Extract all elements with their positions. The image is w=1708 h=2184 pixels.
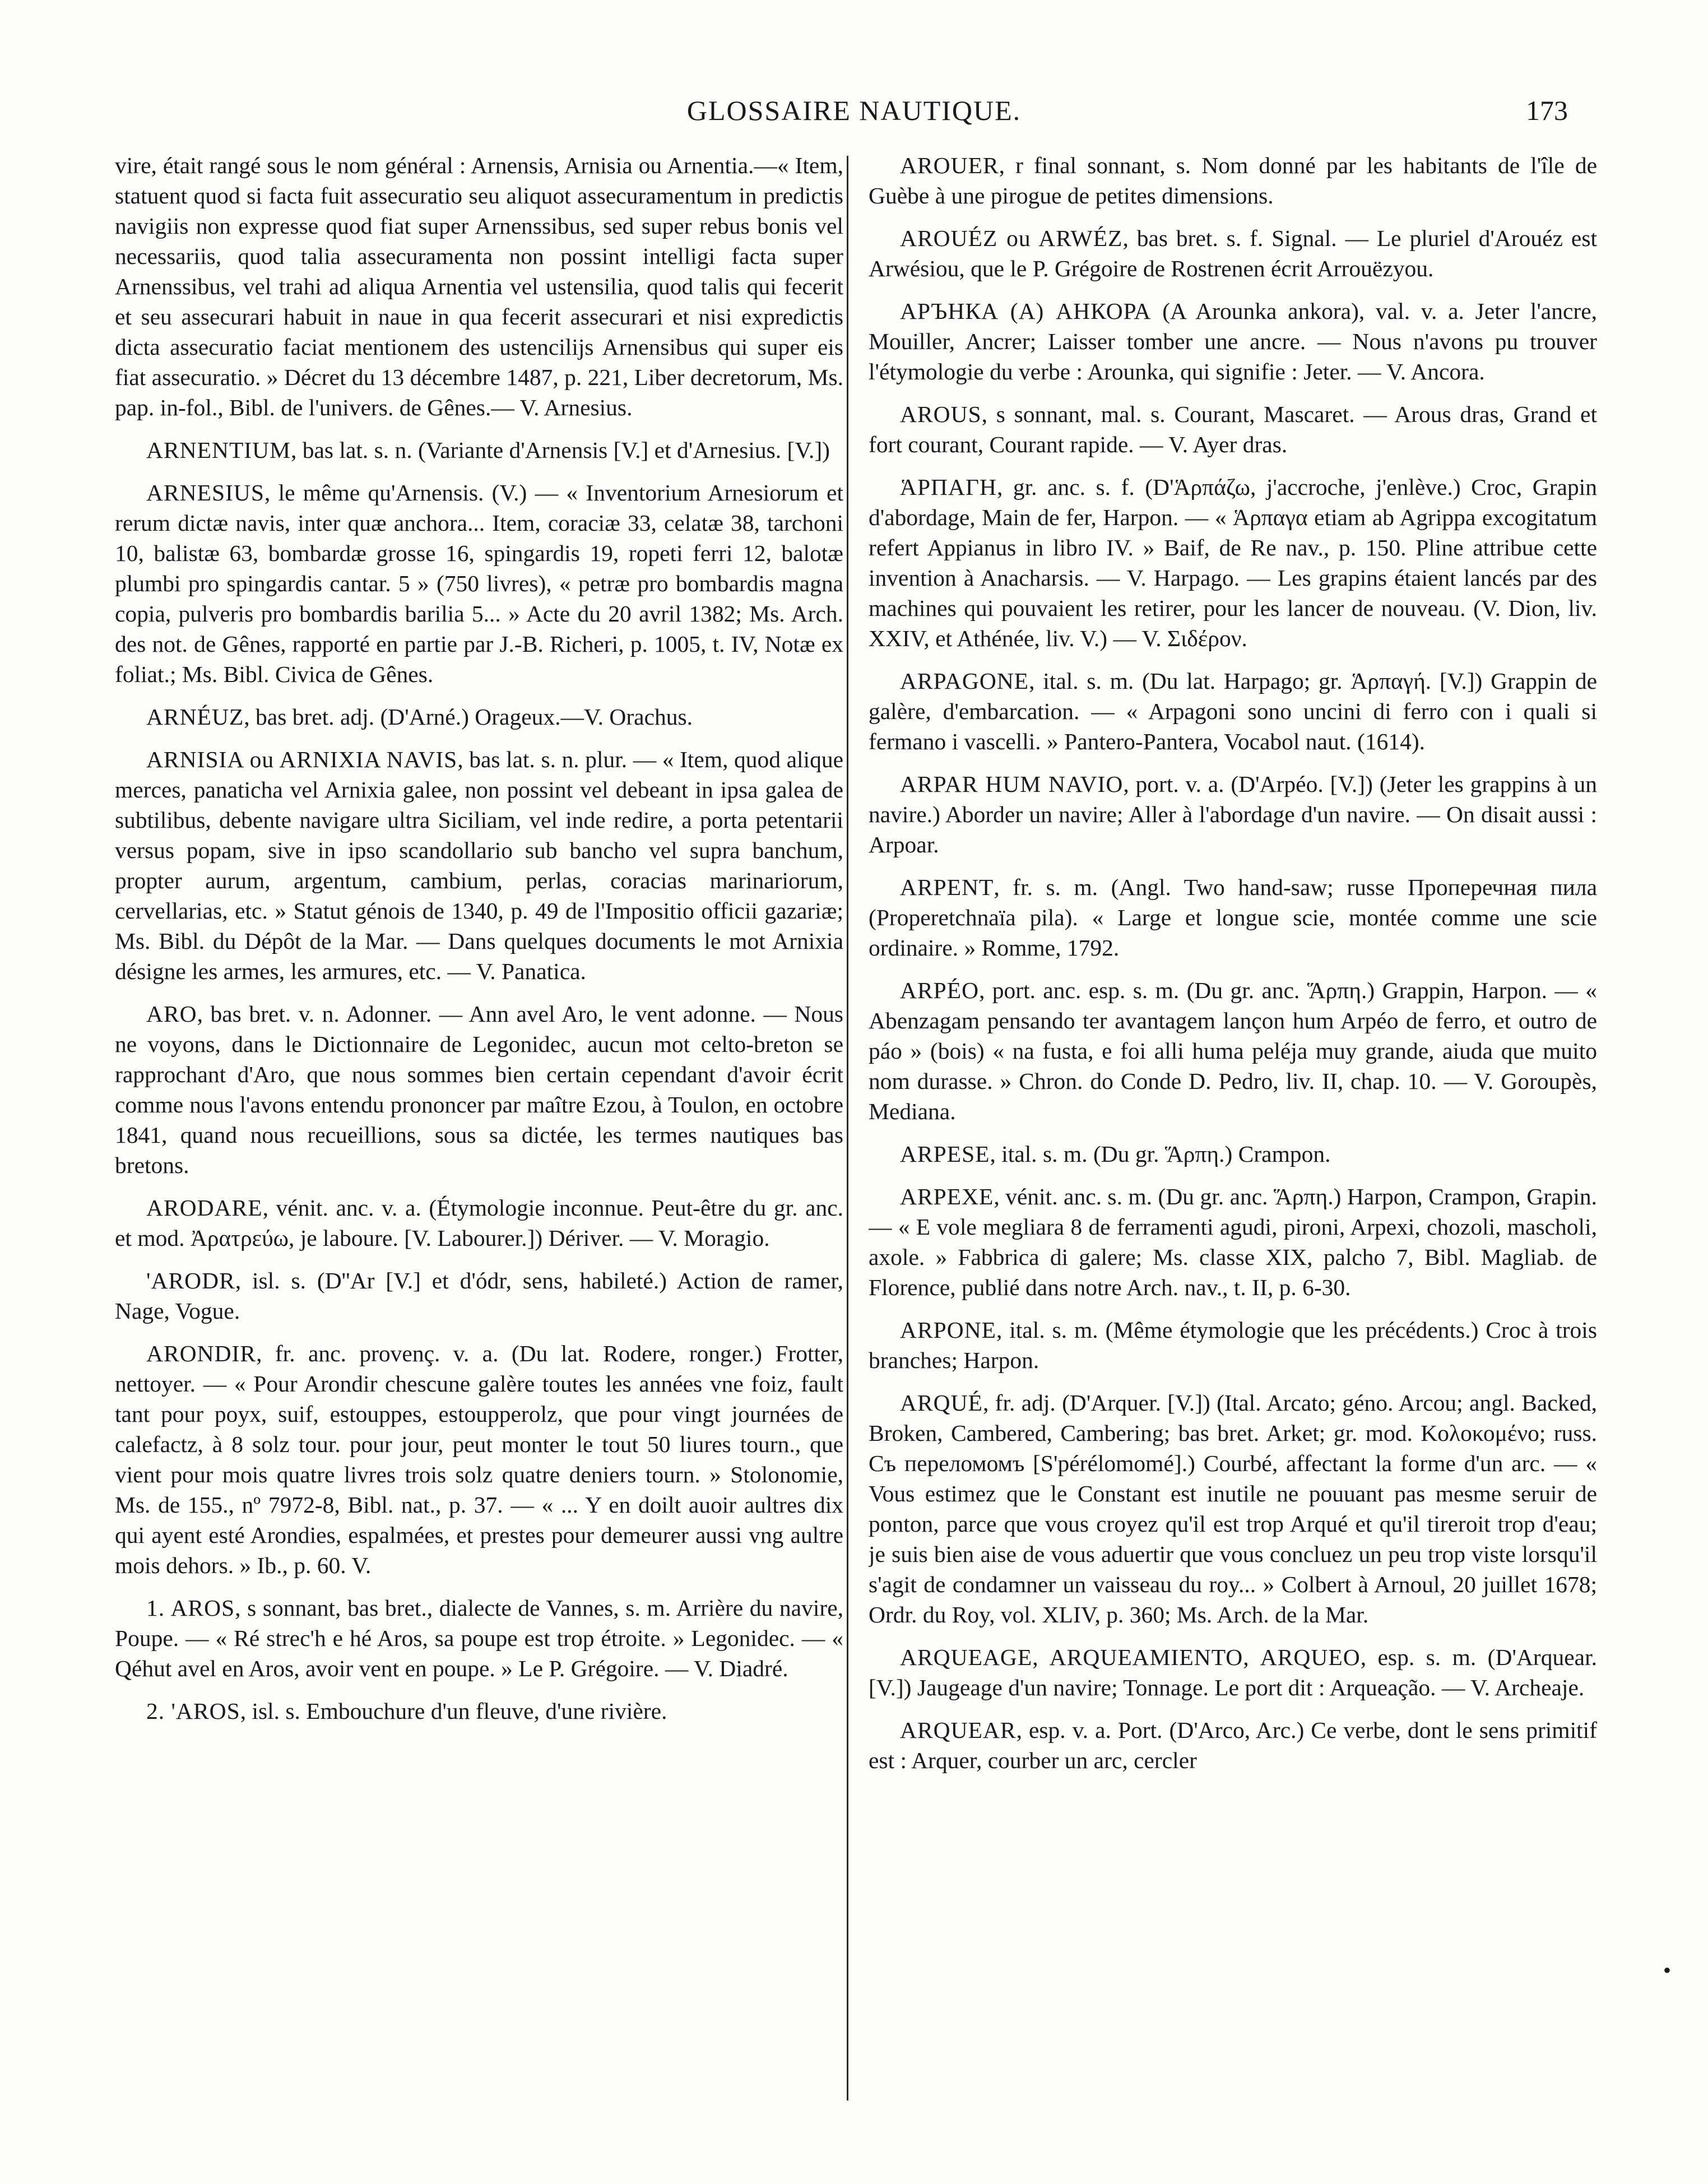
entry-text: , fr. adj. (D'Arquer. [V.]) (Ital. Arcato; géno. Arcou; angl. Backed, Broken, Cambered, Cambering; bas bret. Arket; gr. mod. Κολοκομένο; russ. Съ переломомъ [S'pérélomomé].) Courbé, affectant la forme d'un arc. — « Vous estimez que le Constant est inutile ne pouuant pas mesme seruir de ponton, parce que vous croyez qu'il est trop Arqué et qu'il tireroit trop d'eau; je suis bien aise de vous aduertir que vous concluez un peu trop viste lorsqu'il s'agit de condamner un vaisseau du roy... » Colbert à Arnoul, 20 juillet 1678; Ordr. du Roy, vol. XLIV, p. 360; Ms. Arch. de la Mar. [869,1390,1597,1627]
entry [869,1388,1597,1630]
entry [869,399,1597,460]
entry-text: , ital. s. m. (Du lat. Harpago; gr. Ἁρπαγή. [V.]) Grappin de galère, d'embarcation. — « Arpagoni sono uncini di ferro con i quali si fermano i vascelli. » Pantero-Pantera, Vocabol naut. (1614). [869,668,1597,754]
headword: ARNÉUZ [146,704,244,730]
headword: ARQUEAR [900,1717,1017,1743]
entry [869,223,1597,284]
running-head: GLOSSAIRE NAUTIQUE. [686,95,1022,126]
entry [115,150,843,423]
entry-text: , bas bret. adj. (D'Arné.) Orageux.—V. Orachus. [244,704,693,730]
entry-text: , esp. s. m. (D'Arquear. [V.]) Jaugeage d'un navire; Tonnage. Le port dit : Arqueação. — V. Archeaje. [869,1644,1597,1700]
left-column [115,150,843,2123]
headword: ARQUÉ [900,1390,983,1416]
headword: ἉΡΠΑΓΗ [900,474,997,500]
entry-text: , s sonnant, bas bret., dialecte de Vannes, s. m. Arrière du navire, Poupe. — « Ré strec'h e hé Aros, sa poupe est trop étroite. » Legonidec. — « Qéhut avel en Aros, avoir vent en poupe. » Le P. Grégoire. — V. Diadré. [115,1595,843,1681]
headword: ARPONE [900,1317,997,1343]
entry [115,702,843,732]
headword: 1. AROS [146,1595,235,1621]
entry [869,872,1597,963]
entry-text: , bas lat. s. n. (Variante d'Arnensis [V.] et d'Arnesius. [V.]) [290,437,830,463]
entry [115,999,843,1180]
entry [869,1715,1597,1775]
entry [115,1265,843,1326]
headword: ARPEXE [900,1184,994,1209]
headword: ARPAR HUM NAVIO [900,771,1124,797]
headword: 'ARODR [146,1268,235,1293]
entry [869,1315,1597,1375]
headword: ARQUEAGE, ARQUEAMIENTO, ARQUEO [900,1644,1361,1670]
headword: ARPÉO [900,977,980,1003]
entry [869,1642,1597,1703]
headword: ARO [146,1001,197,1027]
entry-text: , port. anc. esp. s. m. (Du gr. anc. Ἅρπη.) Grappin, Harpon. — « Abenzagam pensando ter avantagem lançon hum Arpéo de ferro, et outro de páo » (bois) « na fusta, e foi alli huma peléja muy grande, aiuda que muito nom durasse. » Chron. do Conde D. Pedro, liv. II, chap. 10. — V. Goroupès, Mediana. [869,977,1597,1124]
entry-text: , esp. v. a. Port. (D'Arco, Arc.) Ce verbe, dont le sens primitif est : Arquer, courber un arc, cercler [869,1717,1597,1773]
entry [869,296,1597,387]
entry [115,1338,843,1580]
page-number: 173 [1526,95,1568,126]
entry-text: , vénit. anc. v. a. (Étymologie inconnue. Peut-être du gr. anc. et mod. Ἀρατρεύω, je laboure. [V. Labourer.]) Dériver. — V. Moragio. [115,1195,843,1251]
headword: ARODARE [146,1195,263,1221]
headword: ARNISIA ou ARNIXIA NAVIS [146,746,458,772]
margin-mark: • [1663,1958,1672,1983]
headword: AROUER [900,152,999,178]
entry-text: , bas lat. s. n. plur. — « Item, quod alique merces, panaticha vel Arnixia galee, non possint vel debeant in ipsa galea de subtilibus, debente navigare ultra Siciliam, vel inde redire, a porta petentarii versus popam, sive in ipso scandollario sub bancho vel supra banchum, propter aurum, argentum, cambium, perlas, coracias marinariorum, cervellarias, etc. » Statut génois de 1340, p. 49 de l'Impositio officii gazariæ; Ms. Bibl. du Dépôt de la Mar. — Dans quelques documents le mot Arnixia désigne les armes, les armures, etc. — V. Panatica. [115,746,843,984]
entry-text: , bas bret. s. f. Signal. — Le pluriel d'Arouéz est Arwésiou, que le P. Grégoire de Rostrenen écrit Arrouëzyou. [869,225,1597,281]
entry [115,435,843,465]
headword: ARPAGONE [900,668,1029,694]
entry-text: , ital. s. m. (Même étymologie que les précédents.) Croc à trois branches; Harpon. [869,1317,1597,1373]
headword: ARNESIUS [146,480,264,506]
headword: ARONDIR [146,1341,257,1366]
headword: ARPENT [900,874,994,900]
headword: AROUÉZ ou ARWÉZ [900,225,1123,251]
headword: ARNENTIUM [146,437,291,463]
entry [869,1181,1597,1302]
entry-text: (A Arounka ankora), val. v. a. Jeter l'ancre, Mouiller, Ancrer; Laisser tomber une ancre. — Nous n'avons pu trouver l'étymologie du verbe : Arounka, qui signifie : Jeter. — V. Ancora. [869,298,1597,384]
entry-text: , s sonnant, mal. s. Courant, Mascaret. — Arous dras, Grand et fort courant, Courant rapide. — V. Ayer dras. [869,401,1597,457]
entry-text: , port. v. a. (D'Arpéo. [V.]) (Jeter les grappins à un navire.) Aborder un navire; Aller à l'abordage d'un navire. — On disait aussi : Arpoar. [869,771,1597,857]
entry-text: , ital. s. m. (Du gr. Ἅρπη.) Crampon. [990,1141,1331,1167]
entry-text: , gr. anc. s. f. (D'Ἁρπάζω, j'accroche, j'enlève.) Croc, Grapin d'abordage, Main de fer, Harpon. — « Ἁρπαγα etiam ab Agrippa excogitatum refert Appianus in libro IV. » Baif, de Re nav., p. 150. Pline attribue cette invention à Anacharsis. — V. Harpago. — Les grapins étaient lancés par des machines qui pouvaient les retirer, pour les lancer de nouveau. (V. Dion, liv. XXIV, et Athénée, liv. V.) — V. Σιδέρον. [869,474,1597,651]
entry [869,1139,1597,1169]
entry-text: , isl. s. (D''Ar [V.] et d'ódr, sens, habileté.) Action de ramer, Nage, Vogue. [115,1268,843,1324]
entry-text: , fr. anc. provenç. v. a. (Du lat. Rodere, ronger.) Frotter, nettoyer. — « Pour Arondir chescune galère toutes les années vne foiz, fault tant pour poyx, suif, estouppes, estoupperolz, que pour vingt journées de calefactz, à 8 solz tour. pour jour, peut monter le tout 50 liures tourn., que vient pour mois quatre livres trois solz quatre deniers tourn. » Stolonomie, Ms. de 155., nº 7972-8, Bibl. nat., p. 37. — « ... Y en doilt auoir aultres dix qui ayent esté Arondies, espalmées, et prestes pour demeurer aussi vng aultre mois dehors. » Ib., p. 60. V. [115,1341,843,1578]
entry-text: , vénit. anc. s. m. (Du gr. anc. Ἅρπη.) Harpon, Crampon, Grapin. — « E vole megliara 8 de ferramenti agudi, pironi, Arpexi, chozoli, mascholi, axole. » Fabbrica di galere; Ms. classe XIX, palcho 7, Bibl. Magliab. de Florence, publié dans notre Arch. nav., t. II, p. 6-30. [869,1184,1597,1300]
entry-text: , r final sonnant, s. Nom donné par les habitants de l'île de Guèbe à une pirogue de petites dimensions. [869,152,1597,208]
entry [115,744,843,986]
entry [869,666,1597,757]
entry-text: vire, était rangé sous le nom général : Arnensis, Arnisia ou Arnentia.—« Item, statuent quod si facta fuit assecuratio seu aliquot assecuramentum in predictis navigiis non expresse quod fiat super Arnenssibus, sed super rebus bonis vel necessariis, quod talia assecuramenta non possint intelligi facta super Arnenssibus, vel trahi ad aliqua Arnentia vel ustensilia, quod talis qui fecerit et seu assecurari habuit in naue in qua fecerit assecurari et nisi expredictis dicta assecuratio faciat mentionem des ustencilijs Arnensibus qui super eis fiat assecuratio. » Décret du 13 décembre 1487, p. 221, Liber decretorum, Ms. pap. in-fol., Bibl. de l'univers. de Gênes.— V. Arnesius. [115,152,843,420]
entry [869,769,1597,860]
right-column [869,150,1597,2123]
entry [115,1696,843,1726]
entry-text: , le même qu'Arnensis. (V.) — « Inventorium Arnesiorum et rerum dictæ navis, inter quæ anchora... Item, coraciæ 33, celatæ 38, tarchoni 10, balistæ 63, bombardæ grosse 16, spingardis 19, ropeti ferri 12, balotæ plumbi pro spingardis cantar. 5 » (750 livres), « petræ pro bombardis magna copia, pulveris pro bombardis barilia 5... » Acte du 20 avril 1382; Ms. Arch. des not. de Gênes, rapporté en partie par J.-B. Richeri, p. 1005, t. IV, Notæ ex foliat.; Ms. Bibl. Civica de Gênes. [115,480,843,687]
entry [869,975,1597,1126]
entry [869,150,1597,211]
entry [869,472,1597,653]
entry-text: , isl. s. Embouchure d'un fleuve, d'une rivière. [240,1698,667,1724]
entry [115,477,843,689]
headword: AROUS [900,401,982,427]
headword: 2. 'AROS [146,1698,240,1724]
headword: APЪНКА (A) АНКОРА [900,298,1152,324]
entry-text: , fr. s. m. (Angl. Two hand-saw; russe Проперечная пила (Properetchnaïa pila). « Large et longue scie, montée comme une scie ordinaire. » Romme, 1792. [869,874,1597,961]
entry [115,1193,843,1253]
entry [115,1593,843,1684]
column-rule [847,156,848,2100]
entry-text: , bas bret. v. n. Adonner. — Ann avel Aro, le vent adonne. — Nous ne voyons, dans le Dictionnaire de Legonidec, aucun mot celto-breton se rapprochant d'Aro, que nous sommes bien certain cependant d'avoir écrit comme nous l'avons entendu prononcer par maître Ezou, à Toulon, en octobre 1841, quand nous recueillions, sous sa dictée, les termes nautiques bas bretons. [115,1001,843,1178]
headword: ARPESE [900,1141,990,1167]
